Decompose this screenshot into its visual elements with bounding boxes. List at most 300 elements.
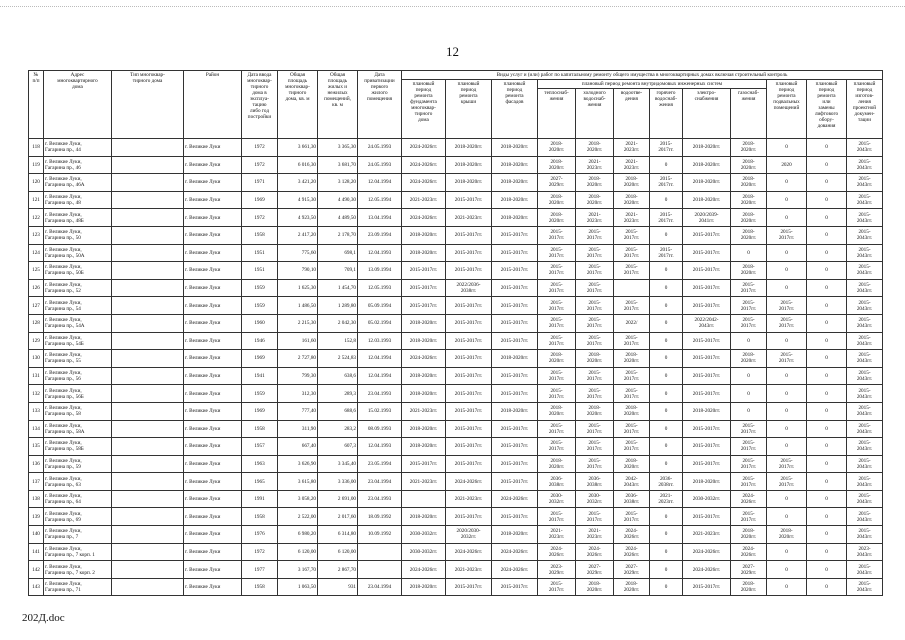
row-privatization-date: 24.05.1993 — [358, 156, 402, 174]
row-number: 137 — [29, 473, 44, 491]
row-privatization-date: 13.04.1994 — [358, 209, 402, 227]
row-sewerage: 2015- 2017гг. — [614, 420, 650, 438]
row-heating: 2018- 2020гг. — [538, 350, 576, 368]
row-electricity: 2030-2032гг. — [683, 490, 731, 508]
row-basement: 0 — [767, 332, 807, 350]
row-house-type — [112, 279, 184, 297]
row-elevator: 0 — [807, 543, 847, 561]
header-house-type: Тип многоквар- тирного дома — [112, 71, 184, 139]
row-district: г. Великие Луки — [184, 139, 242, 157]
housing-repair-table — [28, 70, 883, 596]
row-roof: 2015-2017гг. — [446, 420, 492, 438]
row-address: г. Великие Луки, Гагарина пр., 48 — [44, 191, 112, 209]
row-design-docs: 2015- 2043гг. — [847, 156, 883, 174]
row-foundation: 2024-2026гг. — [402, 561, 446, 579]
row-house-type — [112, 543, 184, 561]
row-elevator: 0 — [807, 367, 847, 385]
row-design-docs: 2015- 2043гг. — [847, 244, 883, 262]
row-electricity: 2018-2020гг. — [683, 139, 731, 157]
row-privatization-date: 23.04.1993 — [358, 385, 402, 403]
row-privatization-date: 05.09.1994 — [358, 297, 402, 315]
row-foundation: 2024-2026гг. — [402, 350, 446, 368]
row-basement: 0 — [767, 561, 807, 579]
header-design-docs: плановый период изготов- ления проектной докумен- тации — [847, 80, 883, 139]
row-cold-water: 2021- 2023гг. — [576, 156, 614, 174]
row-total-area: 777,40 — [278, 402, 318, 420]
row-house-type — [112, 191, 184, 209]
row-basement: 2015- 2017гг. — [767, 226, 807, 244]
row-total-area: 6 980,20 — [278, 526, 318, 544]
row-address: г. Великие Луки, Гагарина пр., 50 — [44, 226, 112, 244]
row-facade: 2015-2017гг. — [492, 367, 538, 385]
row-cold-water: 2027- 2029гг. — [576, 561, 614, 579]
row-roof: 2015-2017гг. — [446, 191, 492, 209]
row-hot-water: 0 — [650, 262, 683, 280]
row-roof: 2015-2017гг. — [446, 578, 492, 596]
row-year: 1941 — [242, 367, 278, 385]
row-roof: 2015-2017гг. — [446, 508, 492, 526]
row-gas: 2018- 2020гг. — [731, 191, 767, 209]
row-residential-area: 1 289,80 — [318, 297, 358, 315]
row-number: 136 — [29, 455, 44, 473]
row-electricity: 2015-2017гг. — [683, 385, 731, 403]
row-address: г. Великие Луки, Гагарина пр., 71 — [44, 578, 112, 596]
row-sewerage: 2021- 2023гг. — [614, 156, 650, 174]
row-sewerage: 2015- 2017гг. — [614, 438, 650, 456]
row-design-docs: 2015- 2043гг. — [847, 279, 883, 297]
row-electricity: 2022/2042- 2043гг. — [683, 314, 731, 332]
row-roof: 2015-2017гг. — [446, 244, 492, 262]
row-cold-water: 2015- 2017гг. — [576, 385, 614, 403]
row-sewerage: 2036- 2038гг. — [614, 490, 650, 508]
row-elevator: 0 — [807, 314, 847, 332]
row-heating: 2018- 2020гг. — [538, 191, 576, 209]
row-basement: 0 — [767, 420, 807, 438]
row-address: г. Великие Луки, Гагарина пр., 46А — [44, 174, 112, 192]
row-house-type — [112, 314, 184, 332]
row-number: 139 — [29, 508, 44, 526]
row-foundation: 2018-2020гг. — [402, 367, 446, 385]
row-house-type — [112, 385, 184, 403]
row-district: г. Великие Луки — [184, 226, 242, 244]
row-privatization-date: 12.05.1993 — [358, 279, 402, 297]
row-number: 128 — [29, 314, 44, 332]
row-gas: 2015- 2017гг. — [731, 279, 767, 297]
row-roof: 2015-2017гг. — [446, 455, 492, 473]
table-row — [29, 139, 883, 157]
header-num: № п/п — [29, 71, 44, 139]
row-roof: 2015-2017гг. — [446, 332, 492, 350]
row-hot-water: 2036- 2038гг. — [650, 473, 683, 491]
header-electricity: электро- снабжения — [683, 89, 731, 139]
row-heating: 2027- 2029гг. — [538, 174, 576, 192]
row-cold-water: 2021- 2023гг. — [576, 209, 614, 227]
row-electricity: 2018-2020гг. — [683, 402, 731, 420]
row-address: г. Великие Луки, Гагарина пр., 64 — [44, 490, 112, 508]
row-electricity: 2015-2017гг. — [683, 226, 731, 244]
header-elevator: плановый период ремонта или замены лифтового обору- дования — [807, 80, 847, 139]
row-district: г. Великие Луки — [184, 526, 242, 544]
row-privatization-date: 23.09.1994 — [358, 226, 402, 244]
row-residential-area: 3 128,20 — [318, 174, 358, 192]
row-design-docs: 2015- 2043гг. — [847, 297, 883, 315]
row-heating: 2021- 2023гг. — [538, 526, 576, 544]
page-top-edge — [0, 0, 905, 7]
row-electricity: 2024-2026гг. — [683, 543, 731, 561]
row-heating: 2015- 2017гг. — [538, 420, 576, 438]
row-district: г. Великие Луки — [184, 367, 242, 385]
row-hot-water: 0 — [650, 578, 683, 596]
table-row — [29, 473, 883, 491]
row-privatization-date: 12.04.1994 — [358, 367, 402, 385]
row-design-docs: 2015- 2043гг. — [847, 139, 883, 157]
row-roof: 2018-2020гг. — [446, 156, 492, 174]
row-address: г. Великие Луки, Гагарина пр., 56Б — [44, 385, 112, 403]
row-elevator: 0 — [807, 473, 847, 491]
row-cold-water: 2018- 2020гг. — [576, 174, 614, 192]
row-hot-water: 2021- 2023гг. — [650, 490, 683, 508]
row-cold-water: 2015- 2017гг. — [576, 244, 614, 262]
row-total-area: 1 625,30 — [278, 279, 318, 297]
row-cold-water: 2018- 2020гг. — [576, 139, 614, 157]
row-number: 123 — [29, 226, 44, 244]
row-foundation: 2018-2020гг. — [402, 578, 446, 596]
row-design-docs: 2015- 2043гг. — [847, 226, 883, 244]
row-hot-water: 0 — [650, 402, 683, 420]
row-electricity: 2015-2017гг. — [683, 367, 731, 385]
row-house-type — [112, 526, 184, 544]
table-row — [29, 332, 883, 350]
row-year: 1972 — [242, 139, 278, 157]
row-foundation: 2015-2017гг. — [402, 279, 446, 297]
row-facade: 2015-2017гг. — [492, 385, 538, 403]
row-basement: 0 — [767, 262, 807, 280]
row-house-type — [112, 209, 184, 227]
row-residential-area: 3 681,70 — [318, 156, 358, 174]
row-year: 1958 — [242, 508, 278, 526]
table-row — [29, 526, 883, 544]
row-foundation: 2018-2020гг. — [402, 332, 446, 350]
row-address: г. Великие Луки, Гагарина пр., 7 корп. 1 — [44, 543, 112, 561]
row-cold-water: 2015- 2017гг. — [576, 508, 614, 526]
row-house-type — [112, 402, 184, 420]
table-row — [29, 367, 883, 385]
row-foundation: 2018-2020гг. — [402, 438, 446, 456]
row-number: 129 — [29, 332, 44, 350]
row-facade: 2015-2017гг. — [492, 226, 538, 244]
row-total-area: 3 626,90 — [278, 455, 318, 473]
row-heating: 2015- 2017гг. — [538, 438, 576, 456]
row-foundation: 2024-2026гг. — [402, 174, 446, 192]
row-electricity: 2015-2017гг. — [683, 297, 731, 315]
row-district: г. Великие Луки — [184, 314, 242, 332]
row-hot-water: 2015- 2017гг. — [650, 139, 683, 157]
row-facade: 2024-2026гг. — [492, 490, 538, 508]
row-sewerage: 2021- 2023гг. — [614, 139, 650, 157]
row-number: 126 — [29, 279, 44, 297]
row-district: г. Великие Луки — [184, 350, 242, 368]
row-roof: 2022/2036- 2038гг. — [446, 279, 492, 297]
header-gas: газоснаб- жения — [731, 89, 767, 139]
row-gas: 2018- 2020гг. — [731, 156, 767, 174]
row-heating: 2015- 2017гг. — [538, 385, 576, 403]
row-gas: 0 — [731, 244, 767, 262]
row-basement: 0 — [767, 209, 807, 227]
row-design-docs: 2015- 2043гг. — [847, 438, 883, 456]
row-number: 131 — [29, 367, 44, 385]
row-hot-water: 0 — [650, 420, 683, 438]
row-basement: 2018- 2020гг. — [767, 526, 807, 544]
row-facade: 2018-2020гг. — [492, 402, 538, 420]
row-elevator: 0 — [807, 438, 847, 456]
row-district: г. Великие Луки — [184, 209, 242, 227]
row-total-area: 799,30 — [278, 367, 318, 385]
row-district: г. Великие Луки — [184, 578, 242, 596]
table-row — [29, 438, 883, 456]
row-privatization-date: 23.04.1994 — [358, 578, 402, 596]
row-design-docs: 2015- 2043гг. — [847, 473, 883, 491]
row-house-type — [112, 262, 184, 280]
row-year: 1960 — [242, 314, 278, 332]
row-district: г. Великие Луки — [184, 420, 242, 438]
row-cold-water: 2015- 2017гг. — [576, 314, 614, 332]
row-total-area: 4 923,50 — [278, 209, 318, 227]
row-basement: 2015- 2017гг. — [767, 297, 807, 315]
row-design-docs: 2023- 2043гг. — [847, 543, 883, 561]
row-foundation: 2015-2017гг. — [402, 262, 446, 280]
row-sewerage: 2018- 2020гг. — [614, 174, 650, 192]
row-year: 1957 — [242, 438, 278, 456]
row-sewerage: 2015- 2017гг. — [614, 385, 650, 403]
row-elevator: 0 — [807, 490, 847, 508]
row-roof: 2015-2017гг. — [446, 314, 492, 332]
row-hot-water: 0 — [650, 350, 683, 368]
row-sewerage: 2018- 2020гг. — [614, 402, 650, 420]
row-privatization-date: 12.03.1993 — [358, 332, 402, 350]
row-house-type — [112, 508, 184, 526]
row-basement: 0 — [767, 508, 807, 526]
row-house-type — [112, 455, 184, 473]
row-year: 1972 — [242, 156, 278, 174]
row-gas: 2015- 2017гг. — [731, 455, 767, 473]
row-heating: 2015- 2017гг. — [538, 226, 576, 244]
row-electricity: 2015-2017гг. — [683, 420, 731, 438]
header-roof: плановый период ремонта крыши — [446, 80, 492, 139]
row-residential-area: 2 524,83 — [318, 350, 358, 368]
row-address: г. Великие Луки, Гагарина пр., 44 — [44, 139, 112, 157]
row-number: 119 — [29, 156, 44, 174]
row-sewerage: 2027- 2029гг. — [614, 561, 650, 579]
row-cold-water: 2015- 2017гг. — [576, 332, 614, 350]
row-total-area: 2 727,80 — [278, 350, 318, 368]
row-address: г. Великие Луки, Гагарина пр., 50Б — [44, 262, 112, 280]
row-total-area: 2 417,20 — [278, 226, 318, 244]
row-electricity: 2015-2017гг. — [683, 438, 731, 456]
row-cold-water: 2036- 2038гг. — [576, 473, 614, 491]
row-heating: 2015- 2017гг. — [538, 279, 576, 297]
row-privatization-date: 18.09.1992 — [358, 508, 402, 526]
row-electricity: 2015-2017гг. — [683, 455, 731, 473]
row-gas: 2015- 2017гг. — [731, 508, 767, 526]
row-sewerage: 2015- 2017гг. — [614, 244, 650, 262]
row-facade: 2018-2020гг. — [492, 350, 538, 368]
row-house-type — [112, 156, 184, 174]
row-house-type — [112, 438, 184, 456]
row-privatization-date: 24.05.1993 — [358, 139, 402, 157]
row-design-docs: 2015- 2043гг. — [847, 367, 883, 385]
row-year: 1991 — [242, 490, 278, 508]
row-electricity: 2020/2039- 2041гг. — [683, 209, 731, 227]
table-row — [29, 279, 883, 297]
row-cold-water: 2018- 2020гг. — [576, 191, 614, 209]
table-row — [29, 455, 883, 473]
row-residential-area: 698,1 — [318, 244, 358, 262]
row-residential-area: 4 490,30 — [318, 191, 358, 209]
row-facade: 2015-2017гг. — [492, 314, 538, 332]
table-row — [29, 420, 883, 438]
row-cold-water: 2018- 2020гг. — [576, 402, 614, 420]
table-body — [29, 139, 883, 596]
row-district: г. Великие Луки — [184, 438, 242, 456]
row-foundation: 2024-2026гг. — [402, 156, 446, 174]
row-elevator: 0 — [807, 350, 847, 368]
row-elevator: 0 — [807, 209, 847, 227]
row-facade: 2018-2020гг. — [492, 139, 538, 157]
row-foundation: 2021-2023гг. — [402, 191, 446, 209]
row-foundation: 2015-2017гг. — [402, 297, 446, 315]
row-design-docs: 2015- 2043гг. — [847, 420, 883, 438]
row-design-docs: 2015- 2043гг. — [847, 508, 883, 526]
row-total-area: 6 016,30 — [278, 156, 318, 174]
row-residential-area: 3 336,00 — [318, 473, 358, 491]
row-electricity: 2015-2017гг. — [683, 279, 731, 297]
row-hot-water: 0 — [650, 561, 683, 579]
row-gas: 2018- 2020гг. — [731, 226, 767, 244]
row-residential-area: 709,1 — [318, 262, 358, 280]
row-design-docs: 2015- 2043гг. — [847, 561, 883, 579]
row-heating: 2015- 2017гг. — [538, 578, 576, 596]
row-foundation: 2015-2017гг. — [402, 455, 446, 473]
page-number: 12 — [446, 44, 459, 59]
row-gas: 2015- 2017гг. — [731, 438, 767, 456]
row-heating: 2024- 2026гг. — [538, 543, 576, 561]
row-heating: 2015- 2017гг. — [538, 244, 576, 262]
row-privatization-date: 12.04.1993 — [358, 244, 402, 262]
header-cold-water: холодного водоснаб- жения — [576, 89, 614, 139]
row-address: г. Великие Луки, Гагарина пр., 69 — [44, 508, 112, 526]
row-number: 124 — [29, 244, 44, 262]
row-gas: 2015- 2017гг. — [731, 420, 767, 438]
row-electricity: 2015-2017гг. — [683, 332, 731, 350]
row-district: г. Великие Луки — [184, 402, 242, 420]
row-district: г. Великие Луки — [184, 385, 242, 403]
row-roof: 2015-2017гг. — [446, 262, 492, 280]
row-design-docs: 2015- 2043гг. — [847, 209, 883, 227]
row-cold-water: 2021- 2023гг. — [576, 526, 614, 544]
row-elevator: 0 — [807, 139, 847, 157]
row-residential-area: 2 867,70 — [318, 561, 358, 579]
row-year: 1951 — [242, 262, 278, 280]
row-elevator: 0 — [807, 578, 847, 596]
header-foundation: плановый период ремонта фундамента многоквар- тирного дома — [402, 80, 446, 139]
row-year: 1959 — [242, 297, 278, 315]
row-privatization-date: 12.05.1994 — [358, 191, 402, 209]
row-total-area: 3 615,80 — [278, 473, 318, 491]
row-number: 118 — [29, 139, 44, 157]
row-electricity: 2024-2026гг. — [683, 561, 731, 579]
row-hot-water: 0 — [650, 526, 683, 544]
row-foundation: 2018-2020гг. — [402, 244, 446, 262]
row-privatization-date: 15.02.1993 — [358, 402, 402, 420]
row-sewerage: 2015- 2017гг. — [614, 367, 650, 385]
row-hot-water: 2015- 2017гг. — [650, 209, 683, 227]
row-residential-area: 4 489,50 — [318, 209, 358, 227]
row-cold-water: 2015- 2017гг. — [576, 367, 614, 385]
row-sewerage: 2021- 2023гг. — [614, 209, 650, 227]
row-design-docs: 2015- 2043гг. — [847, 262, 883, 280]
row-roof: 2018-2020гг. — [446, 174, 492, 192]
row-address: г. Великие Луки, Гагарина пр., 59 — [44, 455, 112, 473]
row-design-docs: 2015- 2043гг. — [847, 350, 883, 368]
row-basement: 0 — [767, 490, 807, 508]
row-cold-water: 2015- 2017гг. — [576, 455, 614, 473]
row-year: 1958 — [242, 226, 278, 244]
row-heating: 2015- 2017гг. — [538, 332, 576, 350]
row-total-area: 1 486,50 — [278, 297, 318, 315]
row-residential-area: 3 365,30 — [318, 139, 358, 157]
table-row — [29, 156, 883, 174]
row-house-type — [112, 226, 184, 244]
row-year: 1977 — [242, 561, 278, 579]
row-privatization-date: 12.04.1994 — [358, 350, 402, 368]
row-roof: 2021-2023гг. — [446, 490, 492, 508]
row-foundation: 2030-2032гг. — [402, 526, 446, 544]
row-district: г. Великие Луки — [184, 332, 242, 350]
row-residential-area: 688,6 — [318, 402, 358, 420]
row-facade: 2024-2026гг. — [492, 543, 538, 561]
row-elevator: 0 — [807, 156, 847, 174]
row-year: 1959 — [242, 385, 278, 403]
row-roof: 2021-2023гг. — [446, 561, 492, 579]
row-total-area: 161,60 — [278, 332, 318, 350]
row-house-type — [112, 244, 184, 262]
table-row — [29, 314, 883, 332]
row-total-area: 3 661,30 — [278, 139, 318, 157]
row-heating: 2015- 2017гг. — [538, 297, 576, 315]
row-address: г. Великие Луки, Гагарина пр., 54Б — [44, 332, 112, 350]
header-residential-area: Общая площадь жилых и нежилых помещений, кв. м — [318, 71, 358, 139]
row-hot-water: 2015- 2017гг. — [650, 244, 683, 262]
row-heating: 2015- 2017гг. — [538, 508, 576, 526]
row-number: 141 — [29, 543, 44, 561]
row-number: 133 — [29, 402, 44, 420]
row-gas: 2015- 2017гг. — [731, 297, 767, 315]
row-house-type — [112, 139, 184, 157]
row-facade: 2015-2017гг. — [492, 244, 538, 262]
row-privatization-date: 12.04.1994 — [358, 174, 402, 192]
row-hot-water: 0 — [650, 508, 683, 526]
row-roof: 2015-2017гг. — [446, 350, 492, 368]
header-privatization-date: Дата приватизации первого жилого помещения — [358, 71, 402, 139]
row-gas: 2015- 2017гг. — [731, 473, 767, 491]
row-total-area: 2 522,00 — [278, 508, 318, 526]
row-heating: 2036- 2038гг. — [538, 473, 576, 491]
row-elevator: 0 — [807, 526, 847, 544]
row-residential-area: 289,3 — [318, 385, 358, 403]
row-district: г. Великие Луки — [184, 279, 242, 297]
header-hot-water: горячего водоснаб- жения — [650, 89, 683, 139]
row-year: 1958 — [242, 420, 278, 438]
